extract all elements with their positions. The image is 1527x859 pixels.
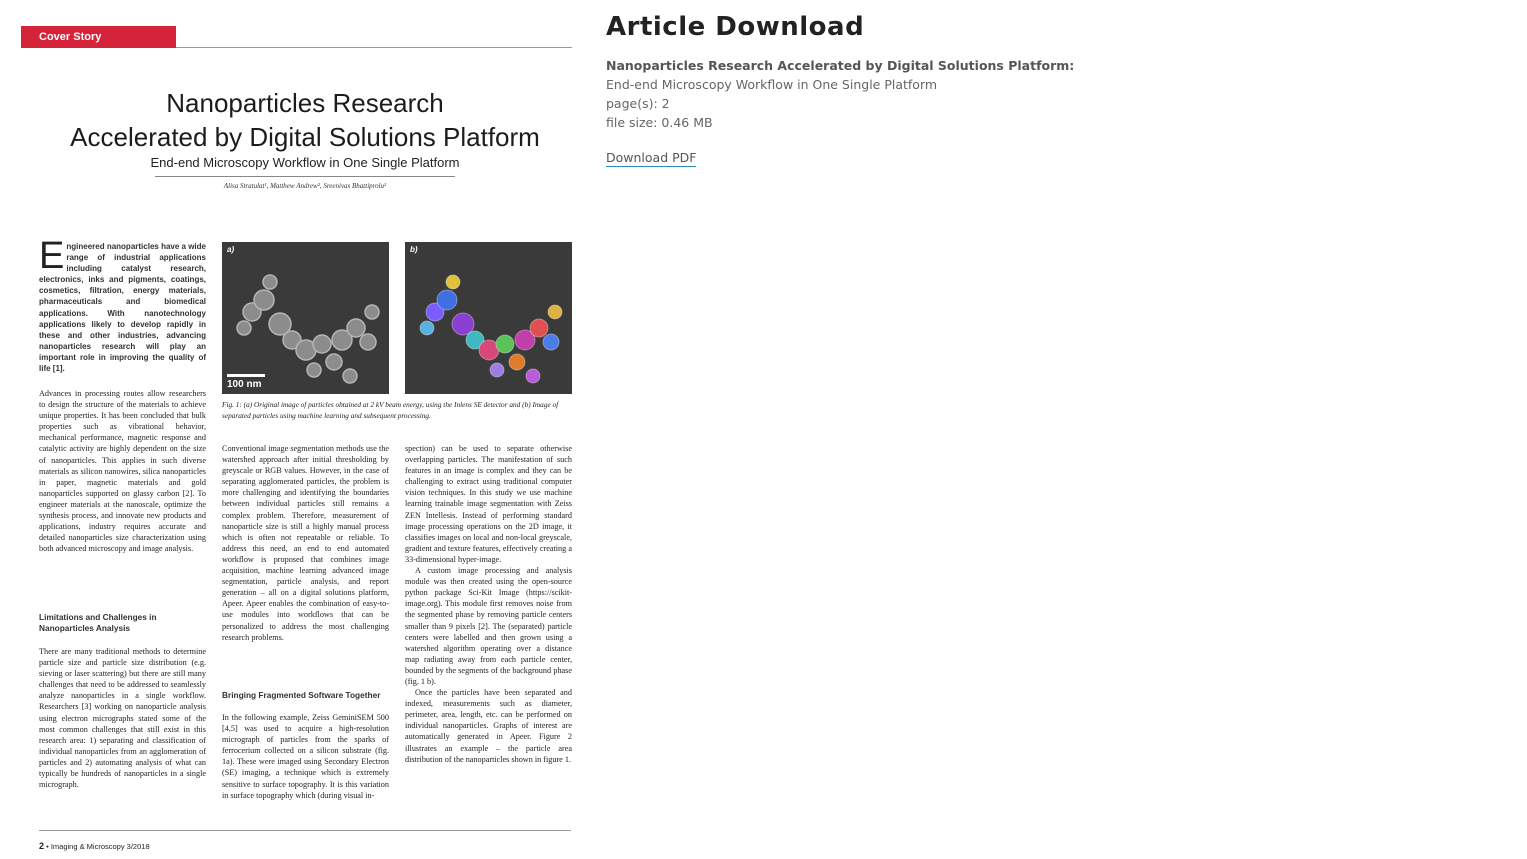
figure-caption: Fig. 1: (a) Original image of particles obtained at 2 kV beam energy, using the Inlens SE detector and (b) Image of separated particles using machine learning and subsequent processing.: [222, 400, 559, 420]
scale-bar-label: 100 nm: [227, 379, 262, 390]
cover-story-tag: Cover Story: [21, 26, 176, 48]
footer-page-number: 2: [39, 841, 45, 851]
article-info-pages: page(s): 2: [606, 96, 670, 111]
segmented-particles-graphic: [405, 242, 572, 394]
footer-journal: • Imaging & Microscopy 3/2018: [46, 842, 150, 851]
intro-text: ngineered nanoparticles have a wide range of industrial applications including catalyst research, electronics, inks and pigments, coatings, cosmetics, filtration, energy materials, pharmaceuticals and biomedical applications. With nanotechnology applications likely to develop rapidly in these and other industries, advancing nanoparticles research will play an important role in improving the quality of life [1].: [39, 242, 206, 374]
section-heading-software: Bringing Fragmented Software Together: [222, 690, 381, 700]
figure-1a-sem-image: [222, 242, 389, 394]
column3-paragraph-2: A custom image processing and analysis module was then created using the open-source python package Sci-Kit Image (https://scikit-image.org). This module first removes noise from the segmented phase by removing particle centers smaller than 9 pixels [2]. The (separated) particle centers were labelled and then grown using a watershed algorithm operating over a distance map radiating away from each particle center, bounded by the segments of the background phase (fig. 1 b).: [405, 566, 572, 686]
article-info-subtitle: End-end Microscopy Workflow in One Single Platform: [606, 77, 938, 92]
article-title-line-1: Nanoparticles Research: [166, 88, 444, 118]
scale-bar-line: [227, 374, 265, 377]
column1-paragraph-2: Advances in processing routes allow researchers to design the structure of the materials to achieve unique properties. It has been concluded that bulk properties such as vibrational behavior, mechanical performance, magnetic response and catalytic activity are highly dependent on the size of nanoparticles. This applies in such diverse materials as silicon nanowires, silica nanoparticles in paper, magnetic materials and gold nanoparticles supported on glassy carbon [2]. To engineer materials at the nanoscale, optimize the synthesis process, and innovate new products and applications, industry requires accurate and detailed nanoparticles size characterization using both advanced microscopy and image analysis.: [39, 389, 206, 554]
download-pdf-link[interactable]: Download PDF: [606, 150, 697, 165]
figure-1b-segmented-image: [405, 242, 572, 394]
subtitle-rule: [155, 176, 455, 177]
column1-paragraph-3: There are many traditional methods to determine particle size and particle size distribution (e.g. sieving or laser scattering) but there are still many challenges that need to be addressed to seamlessly analyze nanoparticles in a single workflow. Researchers [3] working on nanoparticle analysis using electron micrographs stated some of the most common challenges that still exist in this research area: 1) separating and classification of individual nanoparticles from an agglomeration of particles and 2) automating analysis of what can typically be hundreds of nanoparticles in a single micrograph.: [39, 647, 206, 790]
column3-paragraph-1: spection) can be used to separate otherwise overlapping particles. The manifestation of such features in an image is complex and they can be challenging to extract using traditional computer vision techniques. In this study we use machine learning trainable image segmentation with Zeiss ZEN Intellesis. Instead of performing standard image processing operations on the 2D image, it classifies images on local and non-local greyscale, gradient and texture features, effectively creating a 33-dimensional hyper-image.: [405, 444, 572, 564]
footer-rule: [39, 830, 571, 831]
article-title: [30, 86, 580, 154]
column3-paragraph-3: Once the particles have been separated and indexed, measurements such as diameter, perimeter, area, length, etc. can be performed on individual nanoparticles. Graphs of interest are automatically generated in Apeer. Figure 2 illustrates an example – the particle area distribution of the nanoparticles shown in figure 1.: [405, 688, 572, 764]
header-rule: [176, 47, 572, 48]
article-page-preview: [0, 0, 590, 859]
article-subtitle: End-end Microscopy Workflow in One Single Platform: [150, 155, 460, 170]
panel-heading: Article Download: [606, 12, 865, 42]
article-info-file-size: file size: 0.46 MB: [606, 115, 713, 130]
section-heading-limitations: Limitations and Challenges in Nanoparticles Analysis: [39, 612, 157, 633]
sem-particles-graphic: [222, 242, 389, 394]
figure-label-b: b): [410, 245, 418, 254]
article-info-title: Nanoparticles Research Accelerated by Digital Solutions Platform:: [606, 58, 1075, 73]
intro-paragraph: [39, 235, 206, 374]
column2-paragraph-2: In the following example, Zeiss GeminiSEM 500 [4,5] was used to acquire a high-resolution micrograph of particles from the sparks of ferrocerium collected on a silicon substrate (fig. 1a). These were imaged using Secondary Electron (SE) imaging, a technique which is extremely sensitive to surface topography. It is this variation in surface topography which (during visual in-: [222, 713, 389, 800]
column3-text: [405, 443, 572, 765]
article-title-line-2: Accelerated by Digital Solutions Platform: [70, 122, 540, 152]
column2-paragraph-1: Conventional image segmentation methods use the watershed approach after initial thresholding by greyscale or RGB values. However, in the case of separating agglomerated particles, the problem is more challenging and identifying the boundaries between individual particles still remains a complex problem. Therefore, measurement of nanoparticle size is still a highly manual process which is often not repeatable or reliable. To address this need, an end to end automated workflow is proposed that combines image acquisition, machine learning advanced image segmentation, particle analysis, and report generation – all on a digital solutions platform, Apeer. Apeer enables the combination of easy-to-use modules into workflows that can be personalized to address the most challenging research problems.: [222, 444, 389, 642]
page-footer: [39, 841, 150, 851]
download-panel: [606, 10, 1486, 167]
figure-label-a: a): [227, 245, 235, 254]
article-authors: Alisa Stratulat¹, Matthew Andrew², Sreenivas Bhattiprolu²: [223, 182, 387, 190]
drop-cap: E: [39, 235, 65, 277]
article-info: [606, 56, 1486, 132]
scale-bar: [227, 374, 265, 390]
